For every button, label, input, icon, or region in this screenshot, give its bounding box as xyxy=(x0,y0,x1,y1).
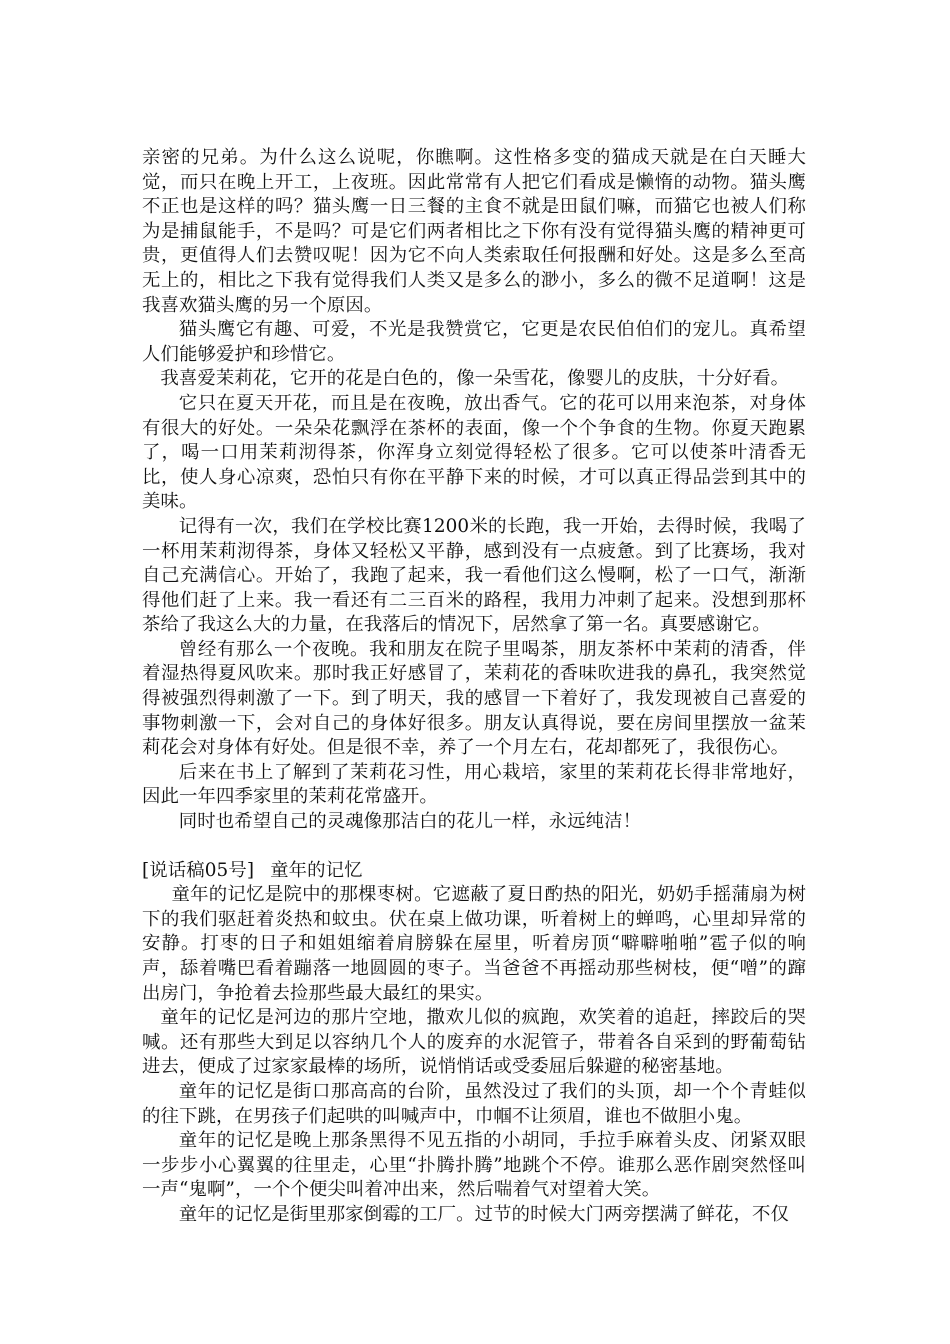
paragraph-jasmine-tea: 它只在夏天开花，而且是在夜晚，放出香气。它的花可以用来泡茶，对身体有很大的好处。一朵朵花飘浮在茶杯的表面，像一个个争食的生物。你夏天跑累了，喝一口用茉莉沏得茶，你浑身立刻觉得轻松了很多。它可以使茶叶清香无比，使人身心凉爽，恐怕只有你在平静下来的时候，才可以真正得品尝到其中的美味。 xyxy=(142,392,806,513)
paragraph-jasmine-race: 记得有一次，我们在学校比赛1200米的长跑，我一开始，去得时候，我喝了一杯用茉莉沏得茶，身体又轻松又平静，感到没有一点疲惫。到了比赛场，我对自己充满信心。开始了，我跑了起来，我一看他们这么慢啊，松了一口气，渐渐得他们赶了上来。我一看还有二三百米的路程，我用力冲刺了起来。没想到那杯茶给了我这么大的力量，在我落后的情况下，居然拿了第一名。真要感谢它。 xyxy=(142,515,806,636)
paragraph-owl-conclusion: 猫头鹰它有趣、可爱，不光是我赞赏它，它更是农民伯伯们的宠儿。真希望人们能够爱护和珍惜它。 xyxy=(142,319,806,365)
paragraph-childhood-steps: 童年的记忆是街口那高高的台阶，虽然没过了我们的头顶，却一个个青蛙似的往下跳，在男孩子们起哄的叫喊声中，巾帼不让须眉，谁也不做胆小鬼。 xyxy=(142,1080,806,1127)
paragraph-childhood-jujube: 童年的记忆是院中的那棵枣树。它遮蔽了夏日酌热的阳光，奶奶手摇蒲扇为树下的我们驱赶着炎热和蚊虫。伏在桌上做功课，听着树上的蝉鸣，心里却异常的安静。打枣的日子和姐姐缩着肩膀躲在屋里，听着房顶“噼噼啪啪”雹子似的响声，舔着嘴巴看着蹦落一地圆圆的枣子。当爸爸不再摇动那些树枝，便“噌”的蹿出房门，争抢着去捡那些最大最红的果实。 xyxy=(142,884,806,1004)
document-body xyxy=(142,146,806,1228)
paragraph-jasmine-intro: 我喜爱茉莉花，它开的花是白色的，像一朵雪花，像婴儿的皮肤，十分好看。 xyxy=(160,368,790,390)
paragraph-jasmine-night: 曾经有那么一个夜晚。我和朋友在院子里喝茶，朋友茶杯中茉莉的清香，伴着湿热得夏风吹来。那时我正好感冒了，茉莉花的香味吹进我的鼻孔，我突然觉得被强烈得刺激了一下。到了明天，我的感冒一下着好了，我发现被自己喜爱的事物刺激一下，会对自己的身体好很多。朋友认真得说，要在房间里摆放一盆茉莉花会对身体有好处。但是很不幸，养了一个月左右，花却都死了，我很伤心。 xyxy=(142,638,806,759)
paragraph-owl-continuation: 亲密的兄弟。为什么这么说呢，你瞧啊。这性格多变的猫成天就是在白天睡大觉，而只在晚上开工，上夜班。因此常常有人把它们看成是懒惰的动物。猫头鹰不正也是这样的吗？猫头鹰一日三餐的主食不就是田鼠们嘛，而猫它也被人们称为是捕鼠能手，不是吗？可是它们两者相比之下你有没有觉得猫头鹰的精神更可贵，更值得人们去赞叹呢！因为它不向人类索取任何报酬和好处。这是多么至高无上的，相比之下我有觉得我们人类又是多么的渺小，多么的微不足道啊！这是我喜欢猫头鹰的另一个原因。 xyxy=(142,147,806,316)
paragraph-childhood-alley: 童年的记忆是晚上那条黑得不见五指的小胡同，手拉手麻着头皮、闭紧双眼一步步小心翼翼的往里走，心里“扑腾扑腾”地跳个不停。谁那么恶作剧突然怪叫一声“鬼啊”，一个个便尖叫着冲出来，然后喘着气对望着大笑。 xyxy=(142,1130,806,1201)
speech-draft-tag: [说话稿05号] xyxy=(142,859,255,881)
paragraph-jasmine-cultivation: 后来在书上了解到了茉莉花习性，用心栽培，家里的茉莉花长得非常地好，因此一年四季家里的茉莉花常盛开。 xyxy=(142,761,806,808)
section-title: 童年的记忆 xyxy=(270,859,363,881)
paragraph-childhood-factory: 童年的记忆是街里那家倒霉的工厂。过节的时候大门两旁摆满了鲜花，不仅 xyxy=(178,1203,789,1225)
section-heading xyxy=(142,859,806,884)
paragraph-jasmine-wish: 同时也希望自己的灵魂像那洁白的花儿一样，永远纯洁！ xyxy=(178,811,642,833)
paragraph-childhood-riverside: 童年的记忆是河边的那片空地，撒欢儿似的疯跑，欢笑着的追赶，摔跤后的哭喊。还有那些大到足以容纳几个人的废弃的水泥管子，带着各自采到的野葡萄钻进去，便成了过家家最棒的场所，说悄悄话或受委屈后躲避的秘密基地。 xyxy=(142,1007,806,1078)
